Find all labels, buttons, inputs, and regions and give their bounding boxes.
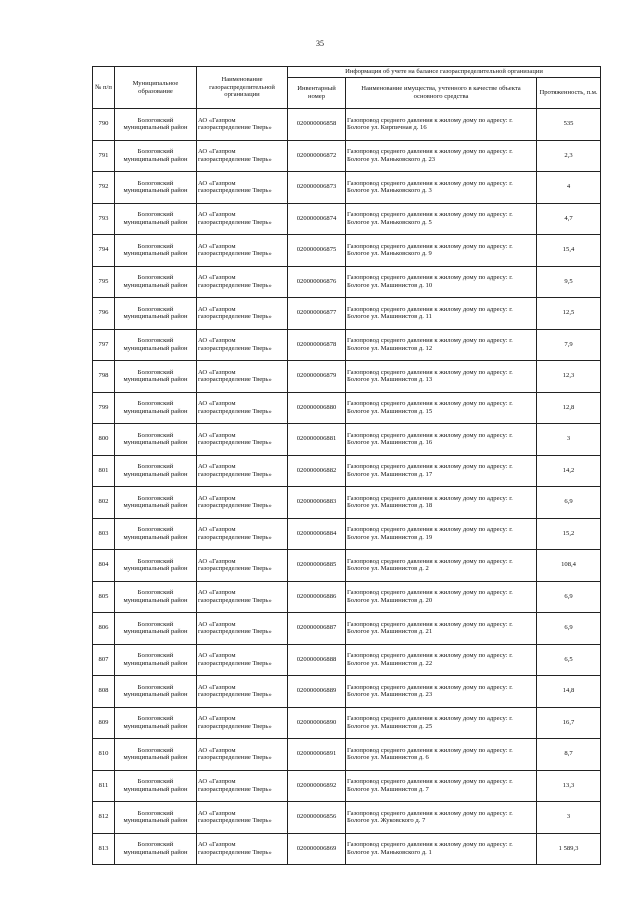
- row-municipality: Бологовский муниципальный район: [115, 550, 197, 582]
- row-organization: АО «Газпром газораспределение Тверь»: [197, 739, 288, 771]
- row-organization: АО «Газпром газораспределение Тверь»: [197, 833, 288, 865]
- table-row: [93, 644, 601, 676]
- header-num: № п/п: [93, 67, 115, 109]
- row-inventory-number: 020000006856: [288, 802, 346, 834]
- row-length: 15,2: [537, 518, 601, 550]
- row-organization: АО «Газпром газораспределение Тверь»: [197, 235, 288, 267]
- row-property-name: Газопровод среднего давления к жилому дому по адресу: г. Бологое ул. Машинистов д. 21: [346, 613, 537, 645]
- row-municipality: Бологовский муниципальный район: [115, 361, 197, 393]
- row-number: 812: [93, 802, 115, 834]
- row-inventory-number: 020000006869: [288, 833, 346, 865]
- row-municipality: Бологовский муниципальный район: [115, 266, 197, 298]
- table-row: [93, 172, 601, 204]
- row-inventory-number: 020000006876: [288, 266, 346, 298]
- row-number: 808: [93, 676, 115, 708]
- row-number: 799: [93, 392, 115, 424]
- row-length: 16,7: [537, 707, 601, 739]
- row-number: 803: [93, 518, 115, 550]
- row-organization: АО «Газпром газораспределение Тверь»: [197, 455, 288, 487]
- row-municipality: Бологовский муниципальный район: [115, 424, 197, 456]
- row-property-name: Газопровод среднего давления к жилому дому по адресу: г. Бологое ул. Маньковского д. 3: [346, 172, 537, 204]
- row-organization: АО «Газпром газораспределение Тверь»: [197, 644, 288, 676]
- table-row: [93, 518, 601, 550]
- row-property-name: Газопровод среднего давления к жилому дому по адресу: г. Бологое ул. Машинистов д. 11: [346, 298, 537, 330]
- row-length: 12,8: [537, 392, 601, 424]
- row-length: 4: [537, 172, 601, 204]
- table-row: [93, 550, 601, 582]
- row-inventory-number: 020000006874: [288, 203, 346, 235]
- row-property-name: Газопровод среднего давления к жилому дому по адресу: г. Бологое ул. Машинистов д. 7: [346, 770, 537, 802]
- table-body: [93, 109, 601, 865]
- table-row: [93, 140, 601, 172]
- table-row: [93, 329, 601, 361]
- row-municipality: Бологовский муниципальный район: [115, 235, 197, 267]
- row-property-name: Газопровод среднего давления к жилому дому по адресу: г. Бологое ул. Маньковского д. 1: [346, 833, 537, 865]
- row-municipality: Бологовский муниципальный район: [115, 833, 197, 865]
- row-property-name: Газопровод среднего давления к жилому дому по адресу: г. Бологое ул. Маньковского д. 23: [346, 140, 537, 172]
- header-property-name: Наименование имущества, учтенного в качестве объекта основного средства: [346, 78, 537, 109]
- row-number: 813: [93, 833, 115, 865]
- row-length: 9,5: [537, 266, 601, 298]
- row-organization: АО «Газпром газораспределение Тверь»: [197, 172, 288, 204]
- row-length: 14,8: [537, 676, 601, 708]
- row-inventory-number: 020000006882: [288, 455, 346, 487]
- row-number: 810: [93, 739, 115, 771]
- row-municipality: Бологовский муниципальный район: [115, 518, 197, 550]
- row-municipality: Бологовский муниципальный район: [115, 109, 197, 141]
- row-organization: АО «Газпром газораспределение Тверь»: [197, 298, 288, 330]
- row-property-name: Газопровод среднего давления к жилому дому по адресу: г. Бологое ул. Машинистов д. 23: [346, 676, 537, 708]
- row-property-name: Газопровод среднего давления к жилому дому по адресу: г. Бологое ул. Маньковского д. 5: [346, 203, 537, 235]
- row-organization: АО «Газпром газораспределение Тверь»: [197, 203, 288, 235]
- row-property-name: Газопровод среднего давления к жилому дому по адресу: г. Бологое ул. Машинистов д. 12: [346, 329, 537, 361]
- row-municipality: Бологовский муниципальный район: [115, 739, 197, 771]
- row-property-name: Газопровод среднего давления к жилому дому по адресу: г. Бологое ул. Машинистов д. 19: [346, 518, 537, 550]
- row-property-name: Газопровод среднего давления к жилому дому по адресу: г. Бологое ул. Машинистов д. 18: [346, 487, 537, 519]
- table-row: [93, 487, 601, 519]
- table-row: [93, 613, 601, 645]
- table-row: [93, 802, 601, 834]
- row-organization: АО «Газпром газораспределение Тверь»: [197, 361, 288, 393]
- property-register-table: [92, 66, 601, 865]
- row-municipality: Бологовский муниципальный район: [115, 581, 197, 613]
- row-number: 793: [93, 203, 115, 235]
- row-organization: АО «Газпром газораспределение Тверь»: [197, 676, 288, 708]
- row-organization: АО «Газпром газораспределение Тверь»: [197, 707, 288, 739]
- row-inventory-number: 020000006875: [288, 235, 346, 267]
- row-organization: АО «Газпром газораспределение Тверь»: [197, 266, 288, 298]
- table-row: [93, 298, 601, 330]
- row-length: 535: [537, 109, 601, 141]
- row-length: 6,9: [537, 613, 601, 645]
- page-number: 35: [316, 39, 324, 48]
- row-property-name: Газопровод среднего давления к жилому дому по адресу: г. Бологое ул. Жуковского д. 7: [346, 802, 537, 834]
- row-length: 6,9: [537, 487, 601, 519]
- row-municipality: Бологовский муниципальный район: [115, 487, 197, 519]
- table-row: [93, 361, 601, 393]
- row-organization: АО «Газпром газораспределение Тверь»: [197, 329, 288, 361]
- table-row: [93, 739, 601, 771]
- row-property-name: Газопровод среднего давления к жилому дому по адресу: г. Бологое ул. Машинистов д. 17: [346, 455, 537, 487]
- row-number: 802: [93, 487, 115, 519]
- header-municipality: Муниципальное образование: [115, 67, 197, 109]
- row-number: 796: [93, 298, 115, 330]
- row-organization: АО «Газпром газораспределение Тверь»: [197, 424, 288, 456]
- row-inventory-number: 020000006892: [288, 770, 346, 802]
- row-municipality: Бологовский муниципальный район: [115, 329, 197, 361]
- row-municipality: Бологовский муниципальный район: [115, 172, 197, 204]
- row-property-name: Газопровод среднего давления к жилому дому по адресу: г. Бологое ул. Машинистов д. 10: [346, 266, 537, 298]
- row-property-name: Газопровод среднего давления к жилому дому по адресу: г. Бологое ул. Машинистов д. 25: [346, 707, 537, 739]
- row-organization: АО «Газпром газораспределение Тверь»: [197, 518, 288, 550]
- row-number: 804: [93, 550, 115, 582]
- row-length: 3: [537, 424, 601, 456]
- row-inventory-number: 020000006884: [288, 518, 346, 550]
- row-length: 3: [537, 802, 601, 834]
- row-number: 811: [93, 770, 115, 802]
- row-number: 806: [93, 613, 115, 645]
- row-length: 13,3: [537, 770, 601, 802]
- row-property-name: Газопровод среднего давления к жилому дому по адресу: г. Бологое ул. Маньковского д. 9: [346, 235, 537, 267]
- table-row: [93, 707, 601, 739]
- row-inventory-number: 020000006888: [288, 644, 346, 676]
- table-row: [93, 392, 601, 424]
- row-number: 795: [93, 266, 115, 298]
- row-property-name: Газопровод среднего давления к жилому дому по адресу: г. Бологое ул. Кирпичная д. 16: [346, 109, 537, 141]
- row-municipality: Бологовский муниципальный район: [115, 707, 197, 739]
- row-length: 1 589,3: [537, 833, 601, 865]
- row-inventory-number: 020000006889: [288, 676, 346, 708]
- row-number: 801: [93, 455, 115, 487]
- row-organization: АО «Газпром газораспределение Тверь»: [197, 392, 288, 424]
- row-property-name: Газопровод среднего давления к жилому дому по адресу: г. Бологое ул. Машинистов д. 15: [346, 392, 537, 424]
- row-municipality: Бологовский муниципальный район: [115, 802, 197, 834]
- row-organization: АО «Газпром газораспределение Тверь»: [197, 613, 288, 645]
- table-row: [93, 455, 601, 487]
- row-property-name: Газопровод среднего давления к жилому дому по адресу: г. Бологое ул. Машинистов д. 2: [346, 550, 537, 582]
- row-municipality: Бологовский муниципальный район: [115, 676, 197, 708]
- row-organization: АО «Газпром газораспределение Тверь»: [197, 770, 288, 802]
- row-length: 14,2: [537, 455, 601, 487]
- row-number: 790: [93, 109, 115, 141]
- header-inventory: Инвентарный номер: [288, 78, 346, 109]
- row-property-name: Газопровод среднего давления к жилому дому по адресу: г. Бологое ул. Машинистов д. 16: [346, 424, 537, 456]
- row-inventory-number: 020000006887: [288, 613, 346, 645]
- row-inventory-number: 020000006879: [288, 361, 346, 393]
- row-length: 12,5: [537, 298, 601, 330]
- row-organization: АО «Газпром газораспределение Тверь»: [197, 581, 288, 613]
- row-number: 807: [93, 644, 115, 676]
- row-inventory-number: 020000006878: [288, 329, 346, 361]
- header-balance-group: Информация об учете на балансе газораспределительной организации: [288, 67, 601, 78]
- row-municipality: Бологовский муниципальный район: [115, 455, 197, 487]
- row-municipality: Бологовский муниципальный район: [115, 770, 197, 802]
- row-inventory-number: 020000006872: [288, 140, 346, 172]
- row-inventory-number: 020000006881: [288, 424, 346, 456]
- row-property-name: Газопровод среднего давления к жилому дому по адресу: г. Бологое ул. Машинистов д. 20: [346, 581, 537, 613]
- table-row: [93, 266, 601, 298]
- table-row: [93, 109, 601, 141]
- table-row: [93, 833, 601, 865]
- row-length: 15,4: [537, 235, 601, 267]
- table-row: [93, 581, 601, 613]
- table-row: [93, 676, 601, 708]
- row-length: 12,3: [537, 361, 601, 393]
- row-municipality: Бологовский муниципальный район: [115, 392, 197, 424]
- header-organization: Наименование газораспределительной организации: [197, 67, 288, 109]
- row-municipality: Бологовский муниципальный район: [115, 140, 197, 172]
- table-row: [93, 203, 601, 235]
- row-inventory-number: 020000006886: [288, 581, 346, 613]
- row-inventory-number: 020000006880: [288, 392, 346, 424]
- row-length: 4,7: [537, 203, 601, 235]
- row-municipality: Бологовский муниципальный район: [115, 203, 197, 235]
- row-organization: АО «Газпром газораспределение Тверь»: [197, 109, 288, 141]
- row-number: 791: [93, 140, 115, 172]
- header-length: Протяженность, п.м.: [537, 78, 601, 109]
- row-property-name: Газопровод среднего давления к жилому дому по адресу: г. Бологое ул. Машинистов д. 6: [346, 739, 537, 771]
- row-length: 108,4: [537, 550, 601, 582]
- row-organization: АО «Газпром газораспределение Тверь»: [197, 140, 288, 172]
- row-number: 794: [93, 235, 115, 267]
- row-number: 805: [93, 581, 115, 613]
- row-number: 797: [93, 329, 115, 361]
- row-inventory-number: 020000006873: [288, 172, 346, 204]
- row-inventory-number: 020000006890: [288, 707, 346, 739]
- table-row: [93, 424, 601, 456]
- table-row: [93, 770, 601, 802]
- row-inventory-number: 020000006858: [288, 109, 346, 141]
- row-organization: АО «Газпром газораспределение Тверь»: [197, 802, 288, 834]
- row-number: 809: [93, 707, 115, 739]
- row-inventory-number: 020000006877: [288, 298, 346, 330]
- row-municipality: Бологовский муниципальный район: [115, 613, 197, 645]
- table-row: [93, 235, 601, 267]
- row-length: 7,9: [537, 329, 601, 361]
- row-number: 792: [93, 172, 115, 204]
- row-inventory-number: 020000006885: [288, 550, 346, 582]
- row-property-name: Газопровод среднего давления к жилому дому по адресу: г. Бологое ул. Машинистов д. 13: [346, 361, 537, 393]
- row-number: 800: [93, 424, 115, 456]
- row-organization: АО «Газпром газораспределение Тверь»: [197, 550, 288, 582]
- row-inventory-number: 020000006891: [288, 739, 346, 771]
- row-municipality: Бологовский муниципальный район: [115, 298, 197, 330]
- row-inventory-number: 020000006883: [288, 487, 346, 519]
- row-number: 798: [93, 361, 115, 393]
- row-organization: АО «Газпром газораспределение Тверь»: [197, 487, 288, 519]
- row-length: 6,9: [537, 581, 601, 613]
- row-length: 6,5: [537, 644, 601, 676]
- row-municipality: Бологовский муниципальный район: [115, 644, 197, 676]
- row-property-name: Газопровод среднего давления к жилому дому по адресу: г. Бологое ул. Машинистов д. 22: [346, 644, 537, 676]
- row-length: 8,7: [537, 739, 601, 771]
- row-length: 2,3: [537, 140, 601, 172]
